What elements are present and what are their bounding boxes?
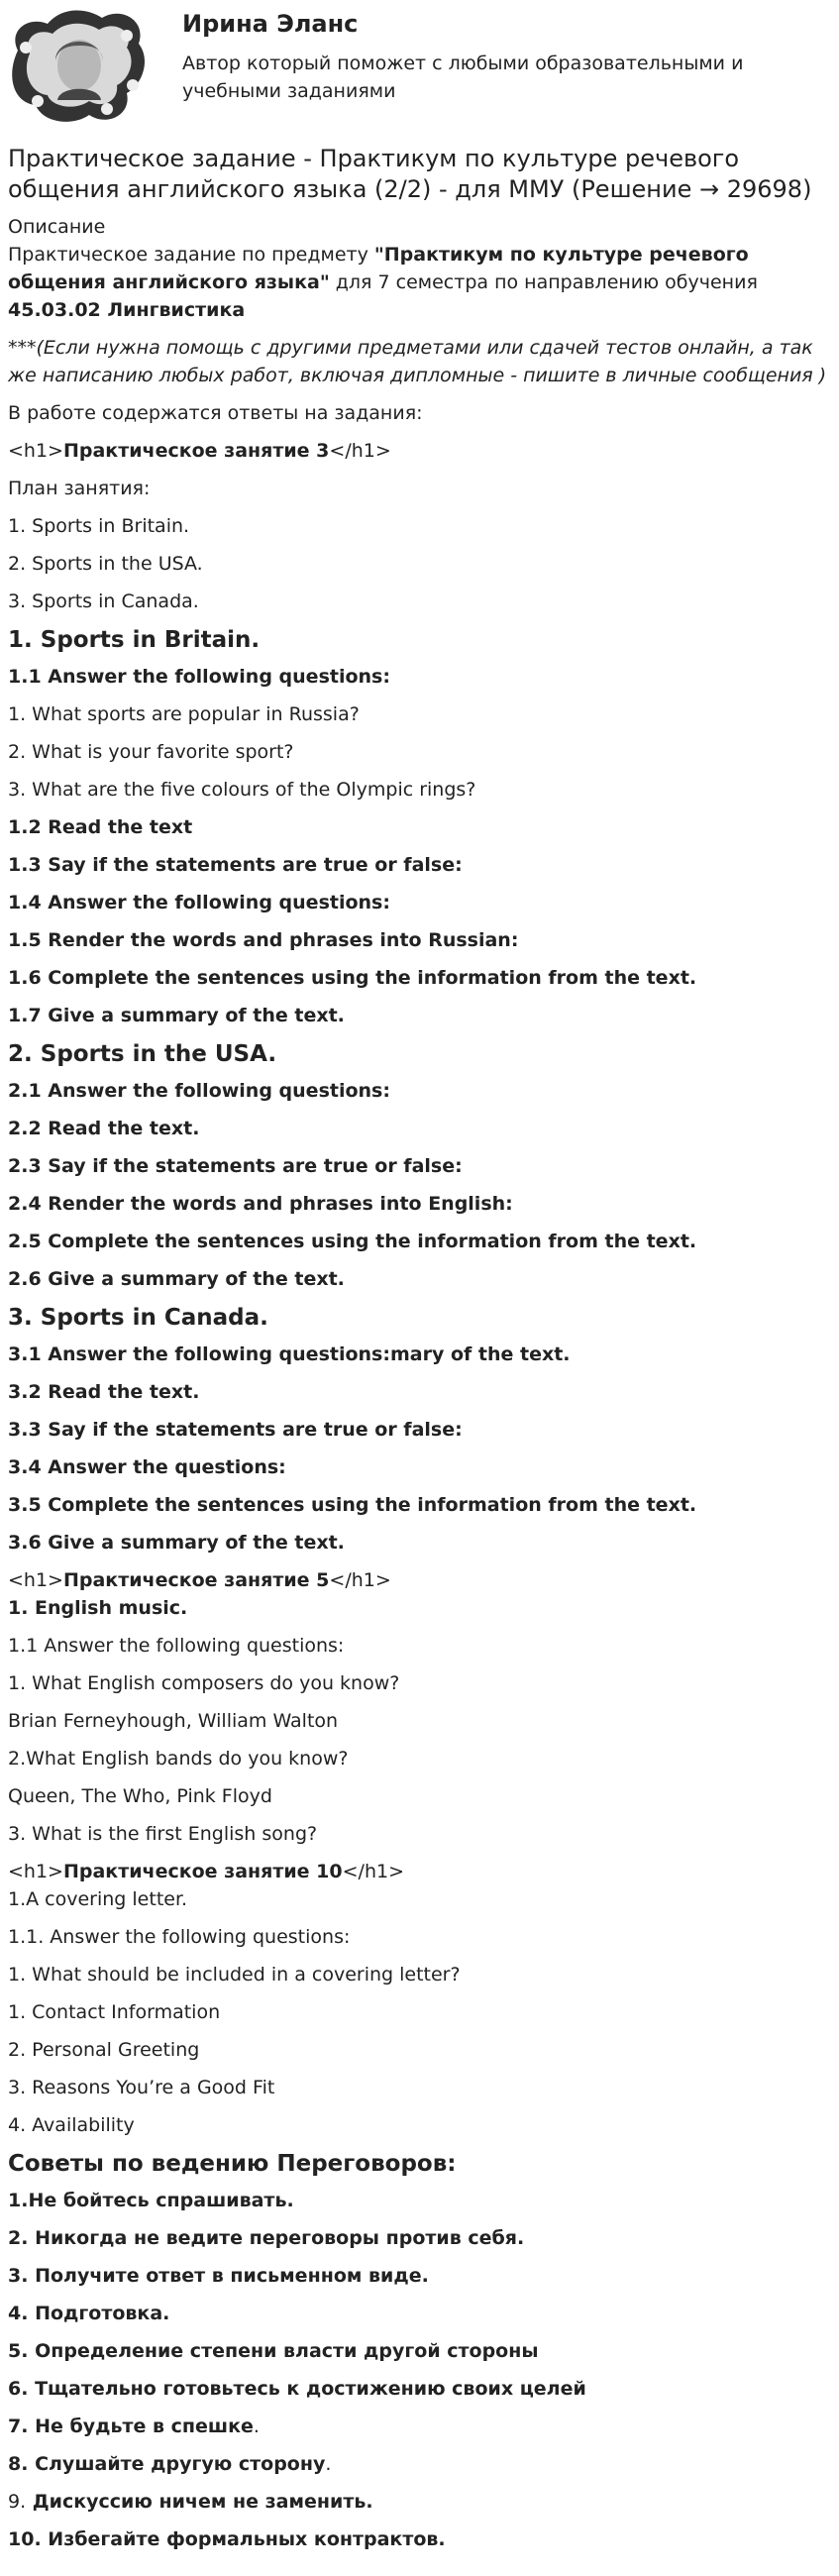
tip-text: Подготовка. [28, 2303, 170, 2324]
tip-number: 1. [8, 2190, 29, 2211]
tip-item [8, 2337, 830, 2365]
task-heading: 2.2 Read the text. [8, 1118, 200, 1139]
tip-text: Не бойтесь спрашивать. [28, 2190, 294, 2211]
task-heading: 2.1 Answer the following questions: [8, 1080, 390, 1102]
question: 3. What are the five colours of the Olympic rings? [8, 779, 476, 801]
h1-close-tag: </h1> [329, 1569, 391, 1591]
tip-tail: . [253, 2415, 260, 2437]
question: 2.What English bands do you know? [8, 1748, 349, 1770]
lesson-heading: 1. English music. [8, 1597, 188, 1619]
tip-item [8, 2300, 830, 2327]
tip-text: Слушайте другую сторону [28, 2453, 326, 2475]
contains-line: В работе содержатся ответы на задания: [8, 402, 423, 424]
section-heading: 3. Sports in Canada. [8, 1305, 268, 1331]
tip-item [8, 2413, 830, 2440]
plan-item: 3. Sports in Canada. [8, 590, 199, 612]
task-heading: 3.4 Answer the questions: [8, 1456, 286, 1478]
question: 3. What is the first English song? [8, 1823, 318, 1845]
avatar[interactable] [8, 6, 147, 125]
answer: 2. Personal Greeting [8, 2039, 200, 2061]
plan-item: 2. Sports in the USA. [8, 553, 203, 575]
section-heading: 1. Sports in Britain. [8, 627, 261, 653]
tip-text: Никогда не ведите переговоры против себя. [28, 2227, 525, 2249]
author-name[interactable]: Ирина Эланс [182, 10, 359, 38]
task-heading: 1.1 Answer the following questions: [8, 666, 390, 688]
intro-subject: "Практикум по культуре речевого общения английского языка" [8, 244, 749, 293]
lesson-title: Практическое занятие 3 [62, 440, 330, 462]
task-heading: 1.2 Read the text [8, 816, 193, 838]
tip-text: Избегайте формальных контрактов. [41, 2528, 446, 2550]
task-heading: 3.6 Give a summary of the text. [8, 1532, 345, 1554]
tip-item [8, 2488, 830, 2516]
intro-mid: для 7 семестра по направлению обучения [329, 271, 758, 293]
answer: Brian Ferneyhough, William Walton [8, 1710, 339, 1732]
task-heading: 1.3 Say if the statements are true or false: [8, 854, 463, 876]
lesson10-title [8, 1858, 830, 1885]
help-note: ***(Если нужна помощь с другими предметами или сдачей тестов онлайн, а так же написанию любых работ, включая дипломные - пишите в личные сообщения ) [8, 337, 827, 386]
task-heading: 1.6 Complete the sentences using the information from the text. [8, 967, 697, 989]
answer: Queen, The Who, Pink Floyd [8, 1785, 272, 1807]
question: 1. What should be included in a covering letter? [8, 1964, 461, 1986]
question: 1. What English composers do you know? [8, 1672, 400, 1694]
author-header [0, 0, 839, 139]
answer: 3. Reasons You’re a Good Fit [8, 2077, 275, 2098]
tip-item [8, 2525, 830, 2553]
tip-item [8, 2187, 830, 2214]
tip-number: 3. [8, 2265, 29, 2287]
task-heading: 1.4 Answer the following questions: [8, 892, 390, 913]
tip-number: 8. [8, 2453, 29, 2475]
task-heading: 3.3 Say if the statements are true or false: [8, 1419, 463, 1441]
lesson-title: Практическое занятие 10 [62, 1861, 343, 1882]
tip-text: Дискуссию ничем не заменить. [26, 2491, 373, 2513]
h1-open-tag: <h1> [8, 1861, 63, 1882]
tip-text: Получите ответ в письменном виде. [28, 2265, 429, 2287]
question: 1. What sports are popular in Russia? [8, 703, 360, 725]
lesson3-title [8, 437, 830, 465]
h1-close-tag: </h1> [329, 440, 391, 462]
answer: 1. Contact Information [8, 2001, 221, 2023]
sub-heading: 1.1 Answer the following questions: [8, 1635, 345, 1657]
intro-pre: Практическое задание по предмету [8, 244, 374, 266]
lesson-title: Практическое занятие 5 [62, 1569, 330, 1591]
tip-tail: . [325, 2453, 332, 2475]
intro-paragraph [8, 241, 830, 324]
task-heading: 3.1 Answer the following questions:mary of the text. [8, 1343, 571, 1365]
h1-open-tag: <h1> [8, 1569, 63, 1591]
plan-item: 1. Sports in Britain. [8, 515, 190, 537]
page-title: Практическое задание - Практикум по культуре речевого общения английского языка (2/2) - для ММУ (Решение → 29698) [8, 145, 812, 203]
tip-text: Тщательно готовьтесь к достижению своих целей [28, 2378, 586, 2400]
section-heading: 2. Sports in the USA. [8, 1041, 277, 1067]
author-description: Автор который поможет с любыми образовательными и учебными заданиями [182, 53, 744, 102]
task-heading: 3.2 Read the text. [8, 1381, 200, 1403]
sub-heading: 1.1. Answer the following questions: [8, 1926, 351, 1948]
lesson5-title [8, 1566, 830, 1594]
intro-direction: 45.03.02 Лингвистика [8, 299, 246, 321]
task-heading: 1.7 Give a summary of the text. [8, 1005, 345, 1026]
task-heading: 1.5 Render the words and phrases into Russian: [8, 929, 519, 951]
tip-item [8, 2262, 830, 2290]
task-heading: 2.5 Complete the sentences using the information from the text. [8, 1231, 697, 1252]
tip-item [8, 2224, 830, 2252]
tip-text: Определение степени власти другой стороны [28, 2340, 539, 2362]
description-label: Описание [8, 216, 106, 238]
tip-item [8, 2450, 830, 2478]
task-heading: 2.6 Give a summary of the text. [8, 1268, 345, 1290]
tip-item [8, 2375, 830, 2403]
h1-open-tag: <h1> [8, 440, 63, 462]
main-content [8, 144, 830, 2563]
avatar-frame-icon [8, 6, 147, 125]
tip-number: 5. [8, 2340, 29, 2362]
task-heading: 3.5 Complete the sentences using the information from the text. [8, 1494, 697, 1516]
h1-close-tag: </h1> [342, 1861, 405, 1882]
task-heading: 2.3 Say if the statements are true or false: [8, 1155, 463, 1177]
tip-number: 9. [8, 2491, 27, 2513]
tip-number: 2. [8, 2227, 29, 2249]
answer: 4. Availability [8, 2114, 135, 2136]
tip-number: 6. [8, 2378, 29, 2400]
question: 2. What is your favorite sport? [8, 741, 294, 763]
plan-label: План занятия: [8, 478, 151, 499]
tip-number: 7. [8, 2415, 29, 2437]
tip-number: 4. [8, 2303, 29, 2324]
tip-number: 10. [8, 2528, 42, 2550]
tip-text: Не будьте в спешке [28, 2415, 254, 2437]
lesson-heading: 1.A covering letter. [8, 1888, 188, 1910]
task-heading: 2.4 Render the words and phrases into English: [8, 1193, 513, 1215]
negotiation-heading: Советы по ведению Переговоров: [8, 2151, 457, 2177]
